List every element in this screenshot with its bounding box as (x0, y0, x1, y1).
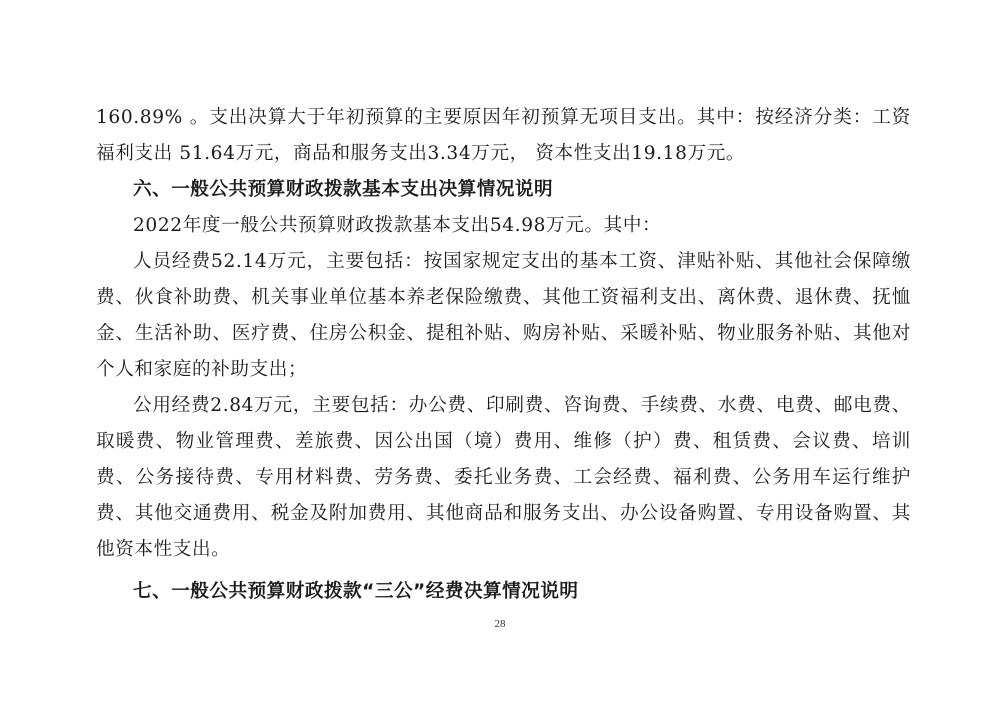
page-number: 28 (494, 618, 506, 630)
section-heading-7: 七、一般公共预算财政拨款“三公”经费决算情况说明 (133, 581, 579, 602)
paragraph-public-expenses: 公用经费2.84万元，主要包括：办公费、印刷费、咨询费、手续费、水费、电费、邮电费、取暖费、物业管理费、差旅费、因公出国（境）费用、维修（护）费、租赁费、会议费、培训费、公务接待费、专用材料费、劳务费、委托业务费、工会经费、福利费、公务用车运行维护费、其他交通费用、税金及附加费用、其他商品和服务支出、办公设备购置、专用设备购置、其他资本性支出。 (96, 395, 911, 560)
paragraph-expenditure-summary: 160.89% 。支出决算大于年初预算的主要原因年初预算无项目支出。其中：按经济分类：工资福利支出 51.64万元，商品和服务支出3.34万元， 资本性支出19.18万元。 (96, 107, 911, 164)
paragraph-personnel-expenses: 人员经费52.14万元，主要包括：按国家规定支出的基本工资、津贴补贴、其他社会保障缴费、伙食补助费、机关事业单位基本养老保险缴费、其他工资福利支出、离休费、退休费、抚恤金、生活补助、医疗费、住房公积金、提租补贴、购房补贴、采暖补贴、物业服务补贴、其他对个人和家庭的补助支出； (96, 251, 911, 380)
paragraph-basic-expenditure: 2022年度一般公共预算财政拨款基本支出54.98万元。其中： (133, 215, 662, 236)
section-heading-6: 六、一般公共预算财政拨款基本支出决算情况说明 (133, 179, 554, 200)
